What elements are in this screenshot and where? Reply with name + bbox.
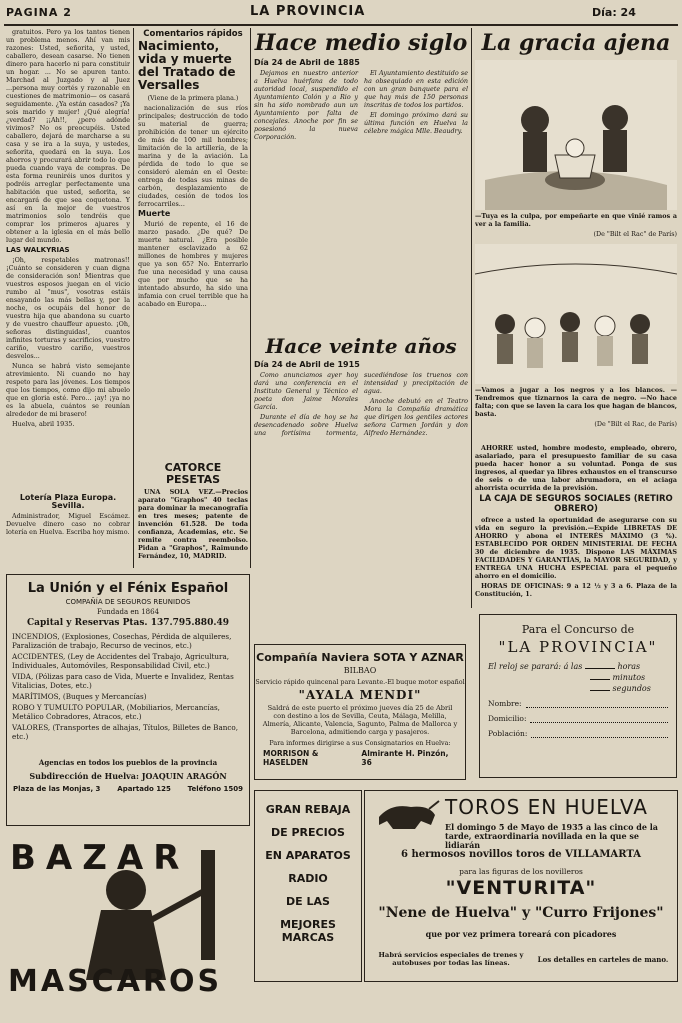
- toros-title: TOROS EN HUELVA: [445, 795, 648, 819]
- bazar-ad: [6, 830, 248, 1016]
- header-rule: [4, 24, 678, 26]
- concurso-domicilio: Domicilio:: [488, 714, 527, 723]
- col2-kicker: Comentarios rápidos: [143, 29, 243, 39]
- union-item-vida: VIDA, (Pólizas para caso de Vida, Muerte e Invalidez, Rentas Vitalicias, Dotes, etc.): [12, 672, 234, 690]
- union-tel: Teléfono 1509: [187, 785, 243, 793]
- rebaja-line-1: DE PRECIOS: [271, 826, 345, 839]
- hace50-p1: Dejamos en nuestro anterior a Huelva huérfana de todo autoridad local, suspendido el Ayuntamiento Colón y a Rio y sin ha sido nombrado aun un Ayuntamiento por falta de concejales. Anoche por fin se posesionó la nueva Corporación.: [254, 69, 358, 141]
- hace50-p2: El Ayuntamiento destituido se ha obsequiado en esta edición con un gran banquete para el que hay más de 150 personas inscritas de todos los partidos.: [364, 69, 468, 109]
- union-sub: COMPAÑÍA DE SEGUROS REUNIDOS: [65, 598, 191, 606]
- catorce-ad: [138, 460, 248, 568]
- toros-text1: El domingo 5 de Mayo de 1935 a las cinco de la tarde, extraordinaria novillada en la que se lidiarán: [445, 822, 658, 850]
- concurso-segundos-row: [480, 682, 676, 693]
- toros-foot2: Los detalles en carteles de mano.: [537, 955, 669, 964]
- cartoon-cannibals-image: [475, 60, 677, 210]
- union-item-accidentes: ACCIDENTES, (Ley de Accidentes del Trabajo, Agricultura, Individuales, Automóviles, Responsabilidad Civil, etc.): [12, 652, 230, 670]
- concurso-segundos: segundos: [612, 684, 651, 693]
- naviera-ship: "AYALA MENDI": [298, 688, 422, 702]
- naviera-contact: [255, 747, 465, 769]
- union-fenix-ad: [6, 574, 250, 826]
- rebaja-line-5: MEJORES MARCAS: [280, 918, 336, 944]
- concurso-line1: Para el Concurso de: [521, 623, 635, 636]
- hace20-date: Día 24 de Abril de 1915: [254, 360, 360, 369]
- cartoon-children-image: [475, 244, 677, 384]
- masthead: LA PROVINCIA: [250, 4, 366, 19]
- naviera-service: Servicio rápido quincenal para Levante.-El buque motor español: [255, 678, 465, 686]
- col2-title: Nacimiento, vida y muerte del Tratado de Versalles: [138, 39, 236, 92]
- naviera-city: BILBAO: [343, 666, 377, 675]
- concurso-coupon: [479, 614, 677, 778]
- concurso-domicilio-row: [480, 708, 676, 723]
- ahorro-text: AHORRE usted, hombre modesto, empleado, obrero, asalariado, para el presupuesto familiar de su casa pueda hacer honor a su voluntad. Ponga de sus ingresos, al quedar ya libres exhaustos en el transcurso de seis o de una labor abrumadora, en el aciaga ahorrista ocurrida de la previsión.: [475, 444, 677, 492]
- toros-name2: "Nene de Huelva" y "Curro Frijones": [378, 905, 664, 921]
- rebaja-line-0: GRAN REBAJA: [265, 803, 351, 816]
- hace50-p3: El domingo próximo dará su última función en Huelva la célebre mágica Mlle. Beaudry.: [364, 111, 468, 135]
- concurso-poblacion: Población:: [488, 729, 528, 738]
- page-date: Día: 24: [592, 6, 636, 19]
- address-field[interactable]: [530, 714, 668, 723]
- concurso-minutos: minutos: [612, 673, 646, 682]
- col-divider: [133, 28, 134, 568]
- hace20-p2: Durante el día de hoy se ha desencadenado sobre Huelva una fortísima tormenta, sucediéndose los truenos con intensidad y precipitación de agua.: [254, 371, 468, 437]
- rebaja-line-2: EN APARATOS: [265, 849, 351, 862]
- concurso-reloj: El reloj se parará: á las: [488, 662, 583, 671]
- hace50-title: Hace medio siglo: [254, 30, 468, 56]
- col-divider-3: [471, 28, 472, 608]
- gracia-caption-2: —Vamos a jugar a los negros y a los blancos. —Tendremos que tiznarnos la cara de negro. —No hace falta; con que se laven la cara los que hagan de blancos, basta.: [475, 386, 677, 418]
- col2-intro: (Viene de la primera plana.): [147, 94, 239, 102]
- gracia-section: [475, 30, 677, 440]
- hace20-p3: Anoche debutó en el Teatro Mora la Compañía dramática que dirigen los gentiles actores señora Carmen Jordán y don Alfredo Hernández.: [364, 397, 468, 437]
- union-item-incendios: INCENDIOS, (Explosiones, Cosechas, Pérdida de alquileres, Paralización de trabajo, Recurso de vecinos, etc.): [12, 632, 232, 650]
- naviera-addr: Almirante H. Pinzón, 36: [361, 749, 449, 767]
- catorce-title: CATORCE PESETAS: [164, 461, 222, 486]
- union-contact: [7, 781, 249, 793]
- col-divider-2: [250, 28, 251, 568]
- loteria-ad: [6, 492, 130, 568]
- union-apartado: Apartado 125: [117, 785, 171, 793]
- column-one: [6, 28, 130, 488]
- hours-blank[interactable]: [585, 668, 615, 669]
- naviera-title: Compañía Naviera SOTA Y AZNAR: [256, 651, 464, 664]
- col2-text2: Murió de repente, el 16 de marzo pasado. ¿De qué? De muerte natural. ¿Era posible mantener esclavizado a 62 millones de hombres y mujeres que ya son 65? No. Enterrarlo fue una necesidad y una causa que por mucho que se ha intentado absurdo, ha sido una infamia con cruel terrible que ha acabado en Europa...: [138, 220, 248, 308]
- ahorro-text2: ofrece a usted la oportunidad de asegurarse con su vida en seguro la previsión.—Expide LIBRETAS DE AHORRO y abona el INTERÉS MÁXIMO (3 %). ESTABLECIDO POR ORDEN MINISTERIAL DE FECHA 30 de diciembre de 1935. Dispone LAS MÁXIMAS FACILIDADES Y GARANTÍAS, la MAYOR SEGURIDAD, y ENTREGA UNA HUCHA ESPECIAL para el pequeño ahorro en el domicilio.: [475, 516, 677, 580]
- town-field[interactable]: [531, 729, 668, 738]
- ahorro-hours: HORAS DE OFICINAS: 9 a 12 ½ y 3 a 6. Plaza de la Constitución, 1.: [475, 582, 677, 598]
- naviera-ad: [254, 644, 466, 780]
- rebaja-line-4: DE LAS: [286, 895, 330, 908]
- hace50-date: Día 24 de Abril de 1885: [254, 58, 360, 67]
- gracia-source-2: (De "Bilt el Rac, de París): [594, 420, 677, 428]
- gracia-source-1: (De "Bilt el Rac" de París): [593, 230, 677, 238]
- bazar-line1: BAZAR: [10, 838, 190, 878]
- gracia-caption-1: —Tuya es la culpa, por empeñarte en que vinié ramos a ver a la familia.: [475, 212, 677, 228]
- col2-text: nacionalización de sus ríos principales; destrucción de todo su material de guerra; prohibición de tener un ejército de más de 100 mil hombres; limitación de la artillería, de la marina y de la aviación. La pérdida de todo lo que se consideró alemán en el Oeste: entrega de todas sus minas de carbón, desplazamiento de ciudades, cesión de todos los ferrocarriles...: [138, 104, 248, 208]
- name-field[interactable]: [526, 699, 668, 708]
- concurso-nombre-row: [480, 693, 676, 708]
- seconds-blank[interactable]: [590, 690, 610, 691]
- col1-heading: LAS WALKYRIAS: [6, 246, 70, 254]
- col1-text2: ¡Oh, respetables matronas!! ¡Cuánto se consideren y cuan digna de consideración son! Mientras que vuestros esposos juegan en el vicio rumbo al "mus", vosotras estáis ensayando las más bellas y, por la noche, os ocupáis del honor de vuestra hija que abandona su cuarto y de vuestro chauffeur apuesto. ¡Oh, señoras distinguidas!, cuantos infinites torturas y sacrificios, vuestro cariño, vuestro cariño, vuestros desvelos...: [6, 256, 130, 360]
- concurso-reloj-row: [480, 656, 676, 671]
- ahorro-bank: LA CAJA DE SEGUROS SOCIALES (RETIRO OBRERO): [479, 494, 673, 514]
- hace50-text: [254, 69, 468, 327]
- union-item-valores: VALORES, (Transportes de alhajas, Títulos, Billetes de Banco, etc.): [12, 723, 238, 741]
- union-sub2: Subdirección de Huelva: JOAQUIN ARAGÓN: [29, 771, 227, 781]
- ahorro-ad: [475, 444, 677, 606]
- concurso-nombre: Nombre:: [488, 699, 522, 708]
- hace20-text: [254, 371, 468, 571]
- union-items: [7, 632, 249, 756]
- union-agencies: Agencias en todos los pueblos de la provincia: [38, 758, 218, 767]
- union-item-robo: ROBO Y TUMULTO POPULAR, (Mobiliarios, Mercancías, Metálico Cobradores, Atracos, etc.): [12, 703, 220, 721]
- col1-text: gratuitos. Pero ya los tantos tienen un problema menos. Ahí van mis razones: Usted, señorita, y usted, caballero, desean casarse. No tienen dinero para hacerlo ni para constituir un hogar. ... No se apuren tanto. Marchad al Juzgado y al Juez ...persona muy cortés y razonable en cuestiones de matrimonio— os casará seguidamente. ¿Ya están casados? ¡Ya sois marido y mujer! ¿Qué alegría! ¿verdad? ¡¡Ah!!, ¿pero adónde vivimos? No os preocupéis. Usted caballero, dejará de marcharse a su casa y se ira a la suya, y ustedes, señorita, quedará en la suya. Los ahorros y procurará abrir todo lo que pueda cuando vaya de compras. De esta forma reuniréis unos duritos y podréis arreglar perfectamente una habitación que usted, señorita, se encargará de que sea coquetona. Y así en la mejor de vuestros matrimonios solo tendréis que comprar los primeros ajuares y obtener a la iglesia en el más bello lugar del mundo.: [6, 28, 130, 244]
- bull-icon: [371, 795, 441, 835]
- catorce-text: UNA SOLA VEZ.—Precios aparato "Graphos" 40 teclas para dominar la mecanografía en tres meses; patente de invención 61.528. De toda confianza, Academias, etc. Se remite contra reembolso. Pidan a "Graphos", Raimundo Fernández, 10, MADRID.: [138, 488, 248, 560]
- concurso-horas: horas: [617, 662, 641, 671]
- gracia-title: La gracia ajena: [481, 30, 671, 56]
- col1-text3: Nunca se habrá visto semejante atrevimiento. Ni cuando no hay respeto para las jóvenes. Los tiempos que los tiempos, como dijo mi abuelo que en gloria esté. Pero... ¡ay! ¡ya no es la abuela, cuántos se reunían alrededor de mi brasero!: [6, 362, 130, 418]
- concurso-minutos-row: [480, 671, 676, 682]
- hace20-p1: Como anunciamos ayer hoy dará una conferencia en el Instituto General y Técnico el poeta don Jaime Morales García.: [254, 371, 358, 411]
- page-number: PAGINA 2: [6, 6, 72, 19]
- loteria-title: Lotería Plaza Europa. Sevilla.: [19, 493, 117, 510]
- toros-foot1: Habrá servicios especiales de trenes y autobuses por todas las líneas.: [378, 951, 524, 967]
- hace50-section: [254, 30, 468, 328]
- toros-text3: para las figuras de los novilleros: [459, 867, 583, 876]
- naviera-agent: MORRISON & HASELDEN: [263, 749, 319, 767]
- col1-sign: Huelva, abril 1935.: [12, 420, 75, 428]
- toros-text4: que por vez primera toreará con picadores: [425, 929, 617, 939]
- loteria-text: Administrador, Miguel Escámez. Devuelve dinero caso no cobrar lotería en Huelva. Escriba hoy mismo.: [6, 512, 130, 536]
- rebaja-ad: [254, 790, 362, 982]
- union-capital: Capital y Reservas Ptas. 137.795.880.49: [27, 618, 229, 628]
- toros-text2: 6 hermosos novillos toros de VILLAMARTA: [401, 849, 641, 860]
- hace20-title: Hace veinte años: [265, 334, 457, 358]
- column-two: [138, 28, 248, 458]
- rebaja-line-3: RADIO: [288, 872, 328, 885]
- bazar-line2: MASCAROS: [8, 964, 223, 999]
- union-addr: Plaza de las Monjas, 3: [13, 785, 101, 793]
- concurso-poblacion-row: [480, 723, 676, 738]
- toros-ad: [364, 790, 678, 982]
- col2-heading: Muerte: [138, 209, 171, 218]
- concurso-line2: "LA PROVINCIA": [498, 638, 658, 656]
- union-item-maritimos: MARÍTIMOS, (Buques y Mercancías): [12, 692, 147, 701]
- union-founded: Fundada en 1864: [96, 608, 160, 616]
- hace20-section: [254, 334, 468, 568]
- minutes-blank[interactable]: [590, 679, 610, 680]
- naviera-info: Para informes dirigirse a sus Consignatarios en Huelva:: [269, 739, 451, 747]
- toros-name1: "VENTURITA": [445, 877, 597, 899]
- naviera-text: Saldrá de este puerto el próximo jueves día 25 de Abril con destino a los de Sevilla, Ceuta, Málaga, Melilla, Almería, Alicante, Valencia, Sagunto, Palma de Mallorca y Barcelona, admitiendo carga y pasajeros.: [262, 704, 458, 736]
- union-title: La Unión y el Fénix Español: [27, 581, 229, 596]
